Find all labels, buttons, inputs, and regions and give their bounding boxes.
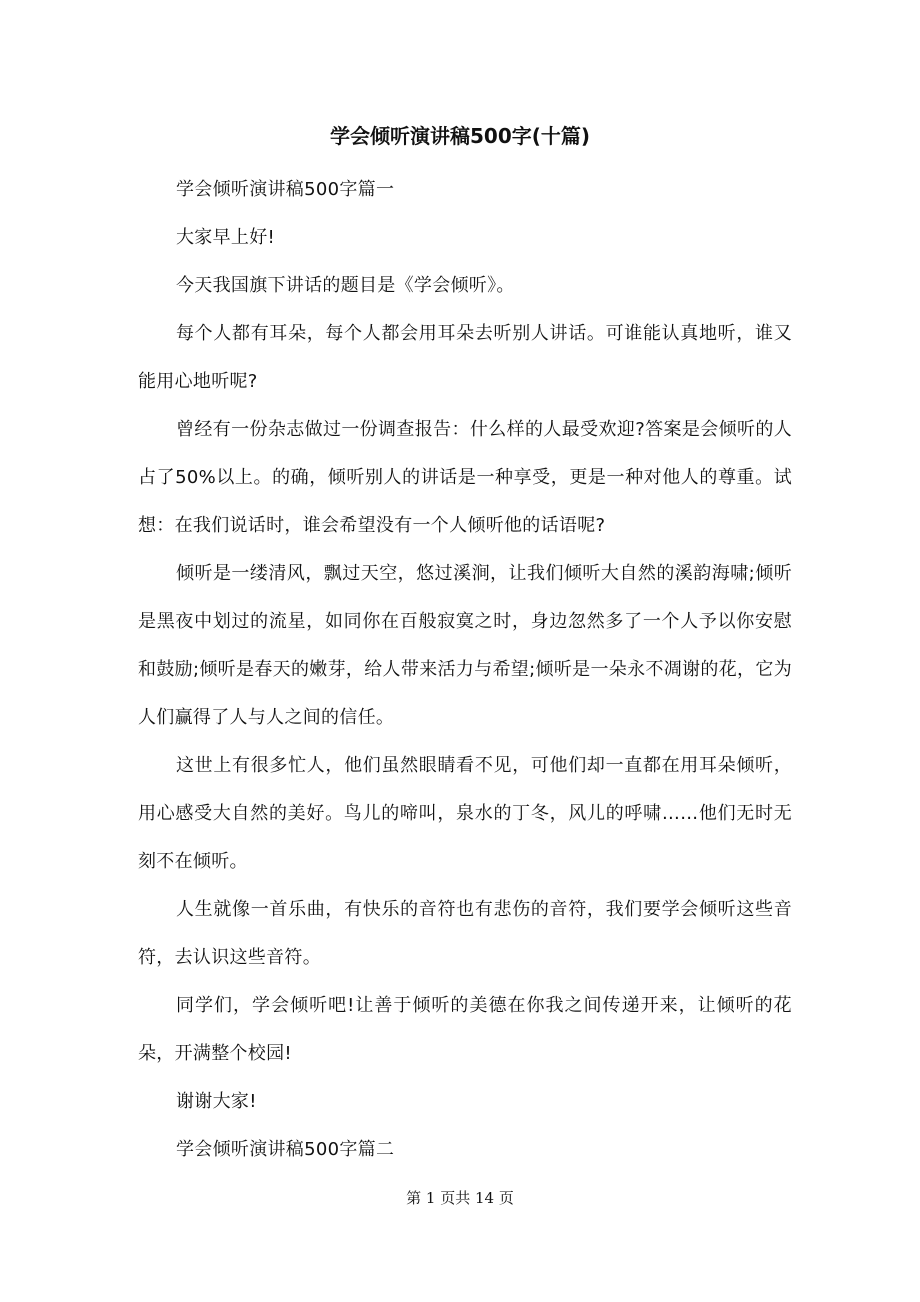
current-page-number: 1 (425, 1189, 436, 1207)
footer-prefix: 第 (406, 1189, 422, 1207)
paragraph: 倾听是一缕清风，飘过天空，悠过溪涧，让我们倾听大自然的溪韵海啸;倾听是黑夜中划过的流星，如同你在百般寂寞之时，身边忽然多了一个人予以你安慰和鼓励;倾听是春天的嫩芽，给人带来活力与希望;倾听是一朵永不凋谢的花，它为人们赢得了人与人之间的信任。 (138, 563, 792, 728)
paragraph: 学会倾听演讲稿500字篇二 (176, 1139, 395, 1160)
page-footer (0, 1186, 920, 1210)
footer-suffix: 页 (498, 1189, 514, 1207)
paragraph: 大家早上好! (176, 227, 276, 248)
paragraph: 谢谢大家! (176, 1091, 257, 1112)
paragraph: 人生就像一首乐曲，有快乐的音符也有悲伤的音符，我们要学会倾听这些音符，去认识这些音符。 (138, 899, 792, 968)
document-title: 学会倾听演讲稿500字(十篇) (329, 124, 591, 148)
paragraph: 学会倾听演讲稿500字篇一 (176, 179, 395, 200)
paragraph: 每个人都有耳朵，每个人都会用耳朵去听别人讲话。可谁能认真地听，谁又能用心地听呢? (138, 323, 792, 392)
paragraph: 今天我国旗下讲话的题目是《学会倾听》。 (176, 275, 515, 296)
document-body (138, 166, 792, 1174)
total-page-count: 14 (475, 1189, 495, 1207)
paragraph: 同学们，学会倾听吧!让善于倾听的美德在你我之间传递开来，让倾听的花朵，开满整个校园! (138, 995, 792, 1064)
footer-middle: 页共 (440, 1189, 471, 1207)
paragraph: 曾经有一份杂志做过一份调查报告：什么样的人最受欢迎?答案是会倾听的人占了50%以上。的确，倾听别人的讲话是一种享受，更是一种对他人的尊重。试想：在我们说话时，谁会希望没有一个人倾听他的话语呢? (138, 419, 792, 536)
paragraph: 这世上有很多忙人，他们虽然眼睛看不见，可他们却一直都在用耳朵倾听，用心感受大自然的美好。鸟儿的啼叫，泉水的丁冬，风儿的呼啸……他们无时无刻不在倾听。 (138, 755, 792, 872)
